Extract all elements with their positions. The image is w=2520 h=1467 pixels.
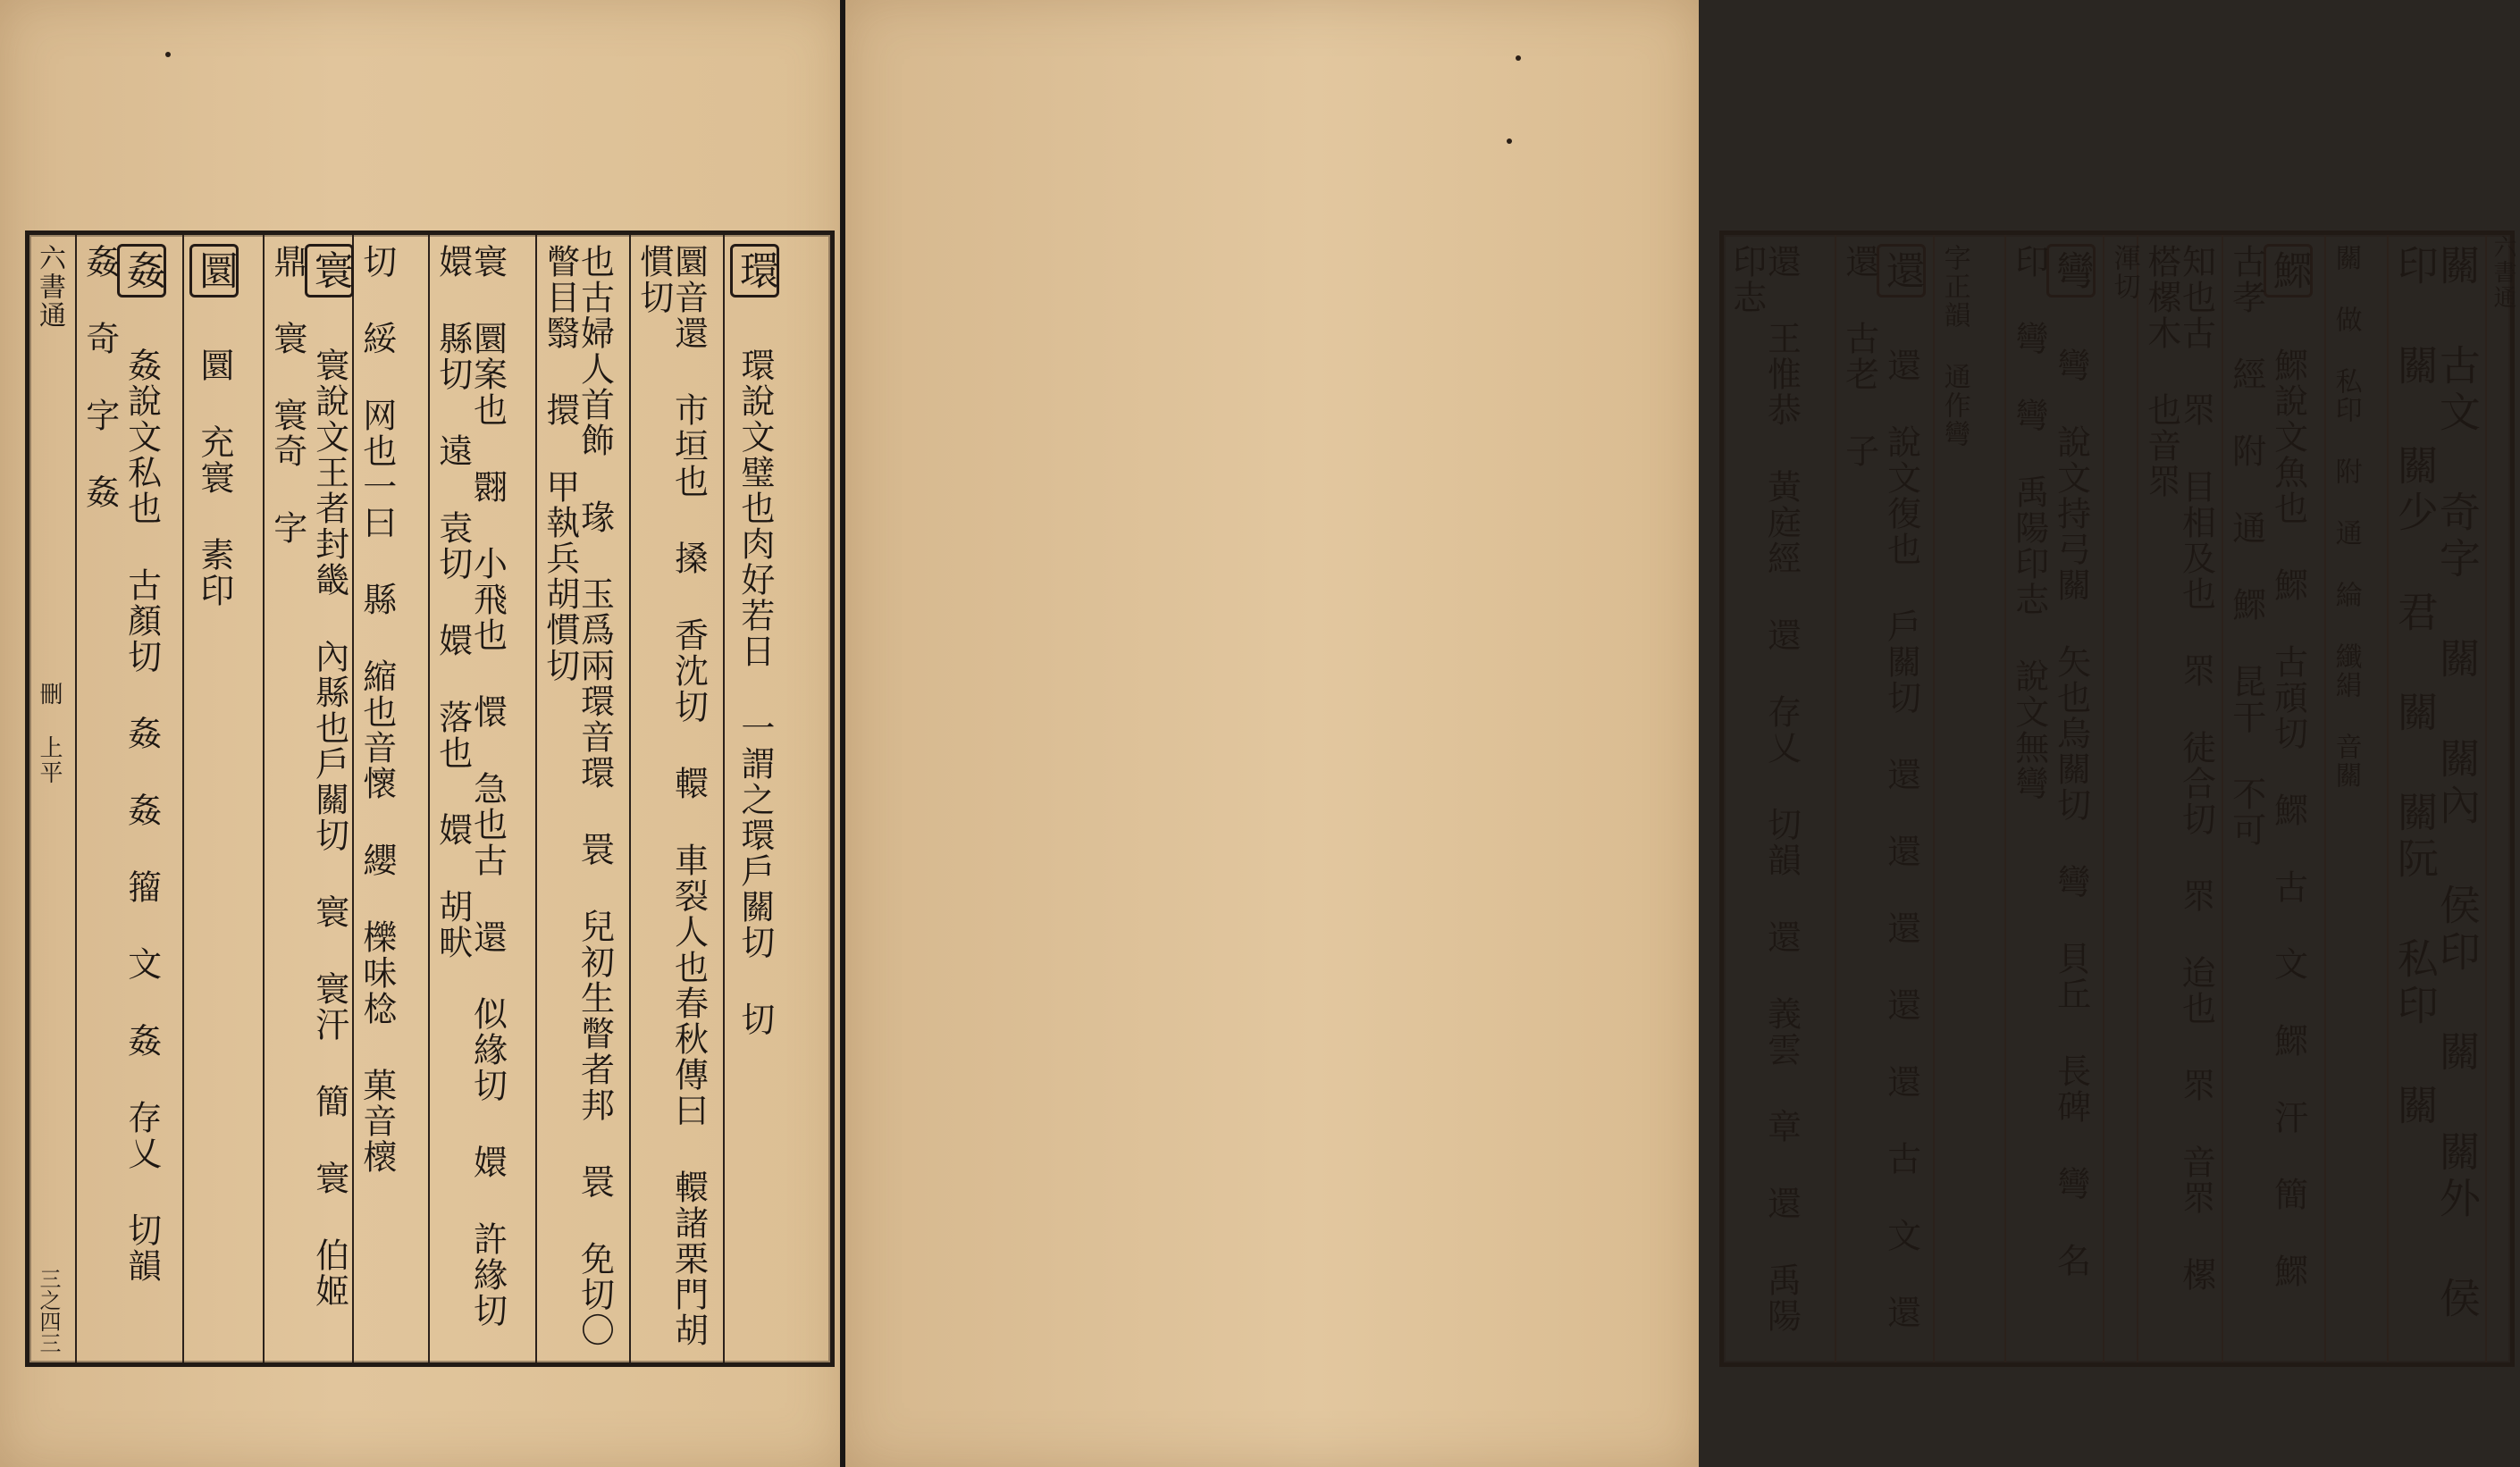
book-title-margin: 六書通 — [2490, 235, 2516, 310]
margin-column — [29, 235, 75, 1362]
column-text: 鰥 鰥說文魚也 鰥 古頑切 鰥 古 文 鰥 汗 簡 鰥 古孝 經 附 通 鰥 昆干 不可 — [2226, 244, 2312, 1289]
right-text-frame — [1719, 231, 2515, 1367]
column-text: 還 還 說文復也 戶關切 還 還 還 還 還 古 文 還 還 古老 子 — [1839, 244, 1925, 1330]
left-columns — [29, 235, 830, 1362]
column-9 — [1724, 235, 1835, 1362]
column-2 — [2324, 235, 2387, 1362]
column-text: 彎 彎 說文持弓關 矢也烏關切 彎 貝丘 長碑 彎 名 印 彎 彎 禹陽印志 說文無彎 — [2009, 244, 2095, 1278]
book-title-margin: 六書通 — [34, 244, 65, 330]
section-margin: 刪 上平 — [36, 682, 63, 785]
column-7 — [1933, 235, 2004, 1362]
column-text: 關 做 私印 附 通 綸 纖絹 音關 — [2330, 244, 2362, 790]
column-2 — [629, 235, 723, 1362]
column-8 — [1835, 235, 1933, 1362]
left-page — [0, 0, 845, 1467]
column-text: 寰 圜案也 翾 小飛也 懁 急也古 還 似緣切 嬛 許緣切 嬛 縣切 遠 袁切 嬛 落也 嬛 胡畎 — [433, 244, 508, 1329]
column-text: 字正韻 通作彎 — [1938, 244, 1970, 448]
right-page — [845, 0, 2516, 1467]
left-text-frame — [25, 231, 835, 1367]
headword-box: 環 — [730, 244, 779, 298]
column-text: 還 王惟恭 黃庭經 還 存乂 切韻 還 義雲 章 還 禹陽 印志 — [1726, 244, 1802, 1334]
column-text: 寰 寰說文王者封畿 內縣也戶關切 寰 寰汗 簡 寰 伯姬 鼎 寰 寰奇 字 — [267, 244, 353, 1309]
column-text: 關 古文 奇字 關 關內 侯印 關 關外 侯印 關 關少 君 關 關阮 私印 關 — [2390, 244, 2482, 1323]
column-3 — [2222, 235, 2324, 1362]
column-text: 渾切 — [2108, 244, 2140, 301]
column-4 — [2137, 235, 2222, 1362]
column-text: 也古婦人首飾 瑑 玉爲兩環音環 睘 兒初生瞥者邦 睘 免切〇瞥目翳 擐 甲執兵胡慣切 — [540, 244, 615, 1348]
column-8 — [75, 235, 182, 1362]
column-5 — [352, 235, 428, 1362]
right-columns — [1724, 235, 2516, 1362]
column-6 — [263, 235, 352, 1362]
ink-dot — [1507, 138, 1512, 144]
headword-box: 圜 — [189, 244, 239, 298]
column-text: 圜 圜 充寰 素印 — [189, 244, 239, 1354]
column-text: 圜音還 市垣也 搡 香沈切 轘 車裂人也春秋傳曰 轘諸栗門胡慣切 — [634, 244, 709, 1348]
column-1 — [723, 235, 830, 1362]
column-text: 環 環說文璧也肉好若日 一謂之環戶關切 切 — [730, 244, 779, 1354]
column-text: 切 綏 网也一曰 縣 縮也音懷 纓 櫟味棯 菓音櫰 — [357, 244, 397, 1175]
headword-box: 姦 — [117, 244, 166, 298]
headword-box: 還 — [1877, 244, 1926, 298]
headword-box: 鰥 — [2264, 244, 2313, 298]
column-3 — [535, 235, 629, 1362]
column-1 — [2387, 235, 2485, 1362]
column-4 — [428, 235, 535, 1362]
column-text: 知也古 眔 目相及也 眔 徒合切 眔 迨也 眔 音眔 樏 榙樏木 也音眔 — [2141, 244, 2216, 1293]
column-7 — [182, 235, 263, 1362]
column-6 — [2004, 235, 2103, 1362]
ink-dot — [1516, 55, 1521, 61]
page-number: 三之四三 — [36, 1268, 61, 1354]
headword-box: 彎 — [2046, 244, 2096, 298]
headword-box: 寰 — [305, 244, 354, 298]
margin-column — [2485, 235, 2516, 1362]
ink-dot — [165, 52, 171, 57]
column-text: 姦 姦說文私也 古顏切 姦 姦 籀 文 姦 存乂 切韻 姦 奇 字 姦 — [80, 244, 165, 1284]
column-5 — [2103, 235, 2140, 1362]
